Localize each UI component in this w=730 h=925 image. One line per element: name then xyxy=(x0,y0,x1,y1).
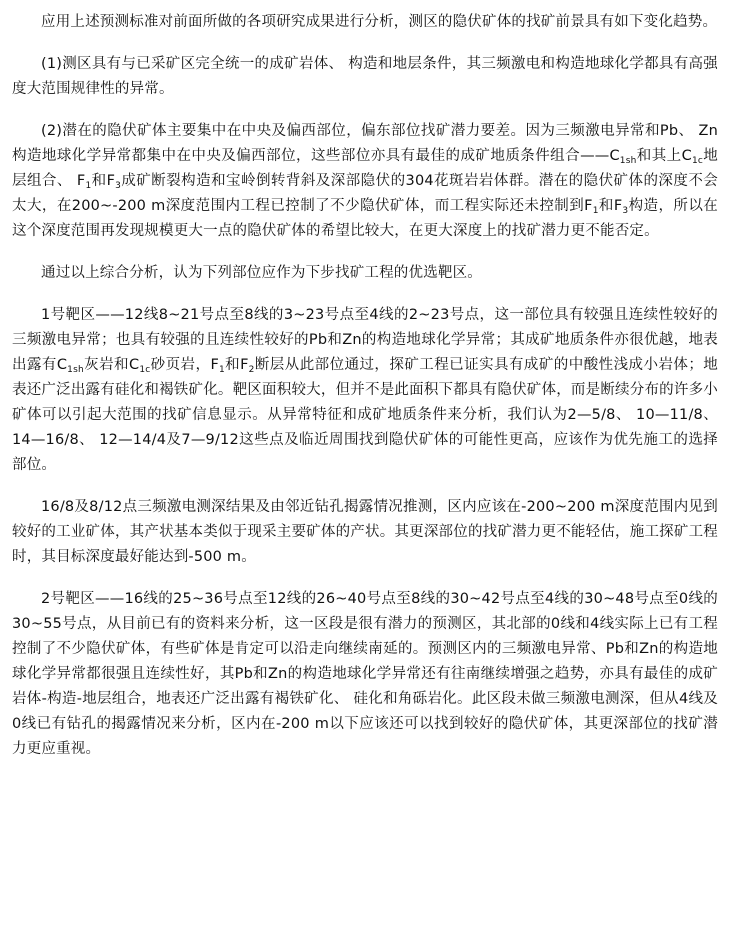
subscript: 1sh xyxy=(619,156,637,166)
paragraph-target-2: 2号靶区——16线的25~36号点至12线的26~40号点至8线的30~42号点至4线的30~48号点至0线的30~55号点，从目前已有的资料来分析，这一区段是很有潜力的预测区，其北部的0线和4线实际上已有工程控制了不少隐伏矿体，有些矿体是肯定可以沿走向继续南延的。预测区内的三频激电异常、Pb和Zn的构造地球化学异常都很强且连续性好，其Pb和Zn的构造地球化学异常还有往南继续增强之趋势，亦具有最佳的成矿岩体-构造-地层组合，地表还广泛出露有褐铁矿化、 硅化和角砾岩化。此区段未做三频激电测深，但从4线及0线已有钻孔的揭露情况来分析，区内在-200 m以下应该还可以找到较好的隐伏矿体，其更深部位的找矿潜力更应重视。 xyxy=(12,591,718,757)
text-run: 1号靶区——12线8~21号点至8线的3~23号点至4线的2~23号点，这一部位具有较强且连续性较好的三频激电异常；也具有较强的且连续性较好的Pb和Zn的构造地球化学异常；其成矿地质条件亦很优越，地表出露有C xyxy=(12,307,718,373)
paragraph-target-1-depth: 16/8及8/12点三频激电测深结果及由邻近钻孔揭露情况推测，区内应该在-200~200 m深度范围内见到较好的工业矿体，其产状基本类似于现采主要矿体的产状。其更深部位的找矿潜力更不能轻估，施工探矿工程时，其目标深度最好能达到-500 m。 xyxy=(12,499,718,565)
paragraph-summary: 通过以上综合分析，认为下列部位应作为下步找矿工程的优选靶区。 xyxy=(41,265,482,281)
subscript: 1 xyxy=(592,206,599,216)
paragraph-point-2 xyxy=(12,119,718,244)
subscript: 3 xyxy=(115,181,122,191)
text-run: 地层组合、 F xyxy=(12,148,718,189)
text-run: 灰岩和C xyxy=(83,357,140,373)
paragraph-point-1: (1)测区具有与已采矿区完全统一的成矿岩体、 构造和地层条件，其三频激电和构造地球化学都具有高强度大范围规律性的异常。 xyxy=(12,56,718,97)
subscript: 1c xyxy=(691,156,704,166)
subscript: 1 xyxy=(218,365,225,375)
text-run: 断层从此部位通过，探矿工程已证实具有成矿的中酸性浅成小岩体；地表还广泛出露有硅化和褐铁矿化。靶区面积较大，但并不是此面积下都具有隐伏矿体，而是断续分布的许多小矿体可以引起大范围的找矿信息显示。从异常特征和成矿地质条件来分析，我们认为2—5/8、 10—11/8、 14—16/8、 12—14/4及7—9/12这些点及临近周围找到隐伏矿体的可能性更高，应该作为优先施工的选择部位。 xyxy=(12,357,718,473)
text-run: 砂页岩，F xyxy=(150,357,219,373)
document-page xyxy=(12,10,718,779)
text-run: (2)潜在的隐伏矿体主要集中在中央及偏西部位，偏东部位找矿潜力要差。因为三频激电异常和Pb、 Zn构造地球化学异常都集中在中央及偏西部位，这些部位亦具有最佳的成矿地质条件组合——C xyxy=(12,123,718,164)
subscript: 2 xyxy=(248,365,255,375)
subscript: 1 xyxy=(85,181,92,191)
paragraph-intro: 应用上述预测标准对前面所做的各项研究成果进行分析，测区的隐伏矿体的找矿前景具有如下变化趋势。 xyxy=(41,14,718,30)
subscript: 3 xyxy=(622,206,629,216)
text-run: 和F xyxy=(598,198,623,214)
subscript: 1sh xyxy=(67,365,84,375)
paragraph-target-1 xyxy=(12,303,718,478)
text-run: 和其上C xyxy=(636,148,692,164)
text-run: 构造，所以在这个深度范围再发现规模更大一点的隐伏矿体的希望比较大，在更大深度上的找矿潜力更不能否定。 xyxy=(12,198,718,239)
text-run: 和F xyxy=(224,357,249,373)
subscript: 1c xyxy=(139,365,151,375)
text-run: 和F xyxy=(91,173,116,189)
text-run: 成矿断裂构造和宝岭倒转背斜及深部隐伏的304花斑岩岩体群。潜在的隐伏矿体的深度不会太大，在200~-200 m深度范围内工程已控制了不少隐伏矿体，而工程实际还未控制到F xyxy=(12,173,718,214)
